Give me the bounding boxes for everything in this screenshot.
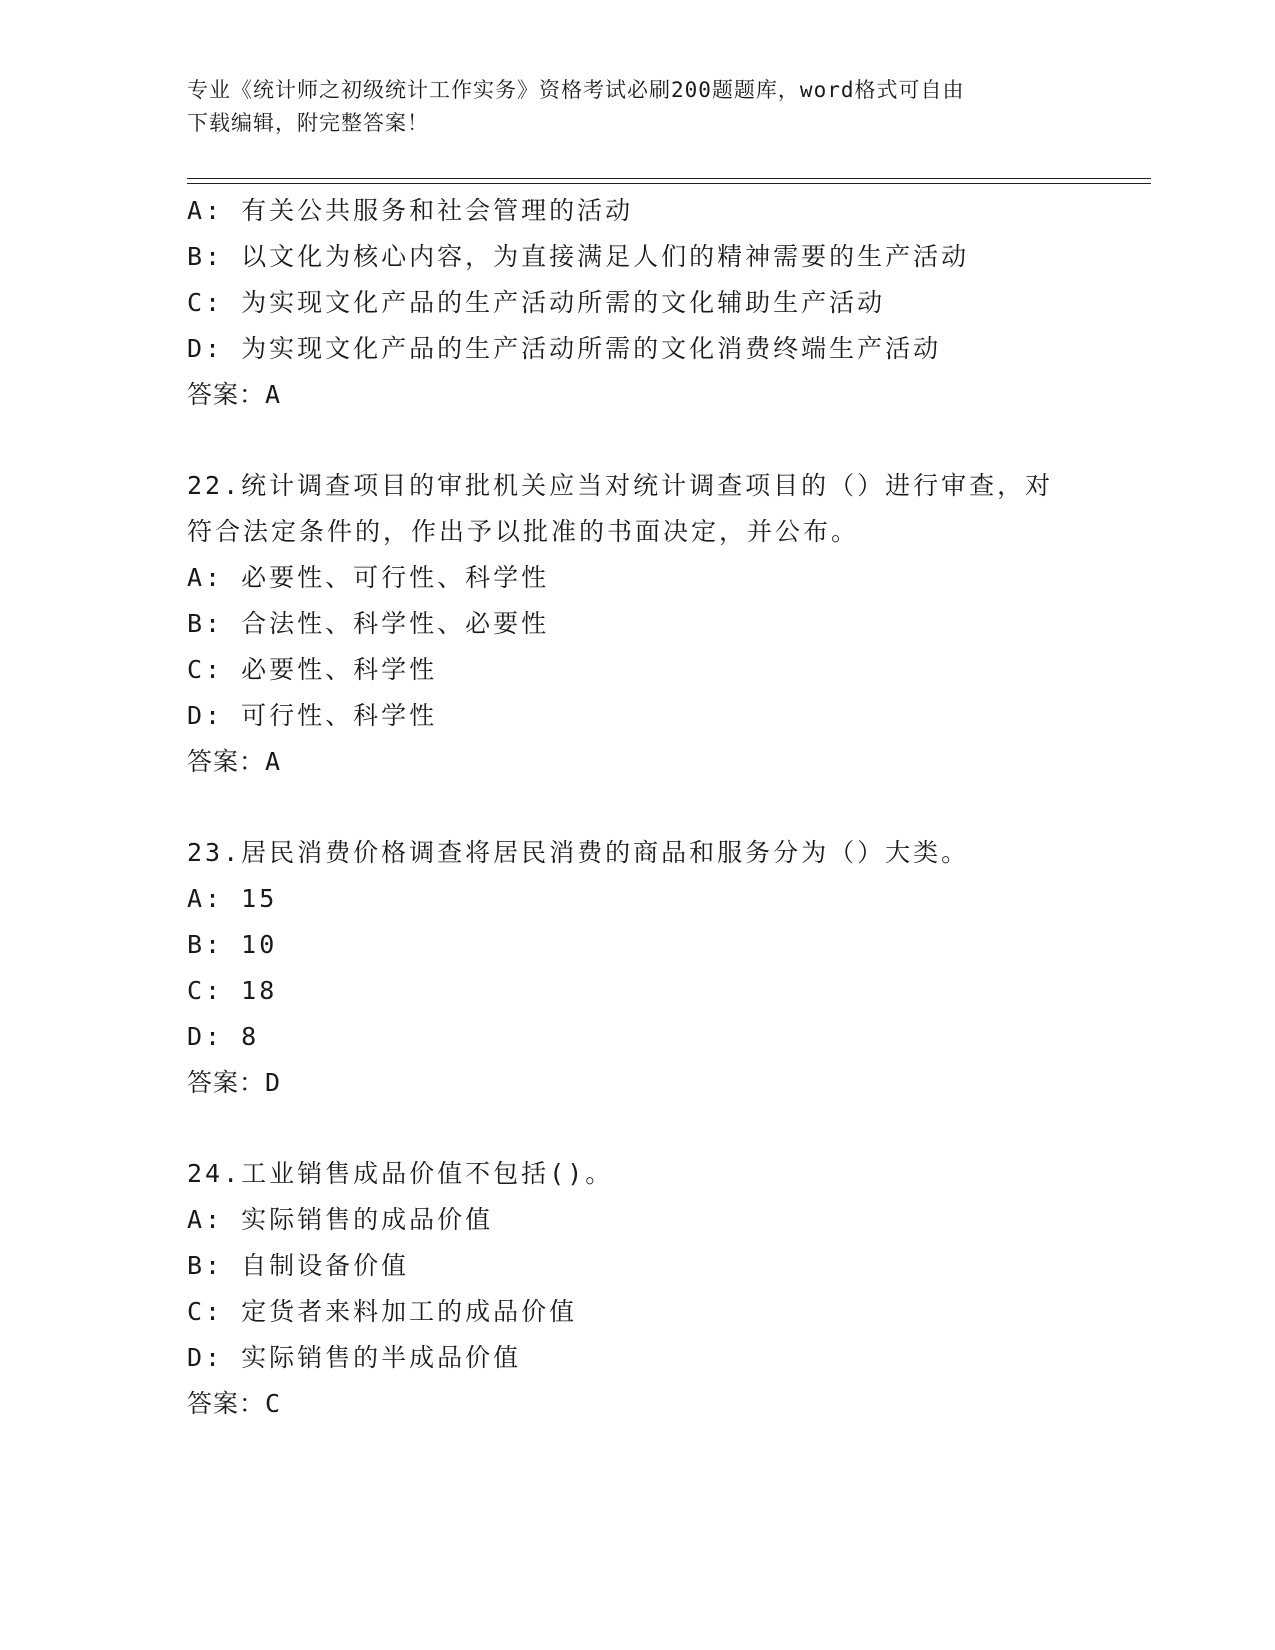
spacer	[187, 1106, 1087, 1151]
option-d: D: 8	[187, 1022, 260, 1051]
question-block-previous	[187, 188, 1087, 418]
option-c: C: 18	[187, 976, 278, 1005]
question-stem: 23.居民消费价格调查将居民消费的商品和服务分为（）大类。	[187, 838, 970, 867]
option-a: A: 必要性、可行性、科学性	[187, 563, 550, 592]
answer-label: 答案：	[187, 380, 266, 409]
header-title-line-2: 下载编辑，附完整答案！	[187, 111, 429, 135]
answer-line	[187, 1060, 1087, 1106]
option-c: C: 定货者来料加工的成品价值	[187, 1297, 578, 1326]
option-a: A: 有关公共服务和社会管理的活动	[187, 196, 634, 225]
header-title-line-1: 专业《统计师之初级统计工作实务》资格考试必刷200题题库，word格式可自由	[187, 78, 965, 102]
spacer	[187, 418, 1087, 463]
option-d: D: 实际销售的半成品价值	[187, 1343, 522, 1372]
answer-label: 答案：	[187, 747, 266, 776]
option-a: A: 实际销售的成品价值	[187, 1205, 494, 1234]
answer-value: C	[265, 1389, 282, 1418]
question-stem: 24.工业销售成品价值不包括()。	[187, 1159, 614, 1188]
option-b: B: 自制设备价值	[187, 1251, 410, 1280]
header-divider-top	[187, 178, 1151, 179]
option-b: B: 合法性、科学性、必要性	[187, 609, 550, 638]
option-b: B: 以文化为核心内容，为直接满足人们的精神需要的生产活动	[187, 242, 970, 271]
answer-line	[187, 372, 1087, 418]
question-list	[187, 188, 1087, 1427]
header-divider-bottom	[187, 183, 1151, 184]
question-block-23	[187, 830, 1087, 1106]
option-a: A: 15	[187, 884, 278, 913]
answer-line	[187, 739, 1087, 785]
question-stem-continued: 符合法定条件的，作出予以批准的书面决定，并公布。	[187, 517, 860, 546]
question-block-22	[187, 463, 1087, 785]
option-c: C: 为实现文化产品的生产活动所需的文化辅助生产活动	[187, 288, 886, 317]
answer-value: A	[265, 380, 282, 409]
question-block-24	[187, 1151, 1087, 1427]
question-stem: 22.统计调查项目的审批机关应当对统计调查项目的（）进行审查，对	[187, 471, 1054, 500]
answer-value: D	[265, 1068, 282, 1097]
option-b: B: 10	[187, 930, 278, 959]
document-header	[187, 74, 1067, 140]
option-c: C: 必要性、科学性	[187, 655, 438, 684]
answer-label: 答案：	[187, 1389, 266, 1418]
option-d: D: 可行性、科学性	[187, 701, 438, 730]
answer-value: A	[265, 747, 282, 776]
option-d: D: 为实现文化产品的生产活动所需的文化消费终端生产活动	[187, 334, 942, 363]
answer-line	[187, 1381, 1087, 1427]
answer-label: 答案：	[187, 1068, 266, 1097]
spacer	[187, 785, 1087, 830]
